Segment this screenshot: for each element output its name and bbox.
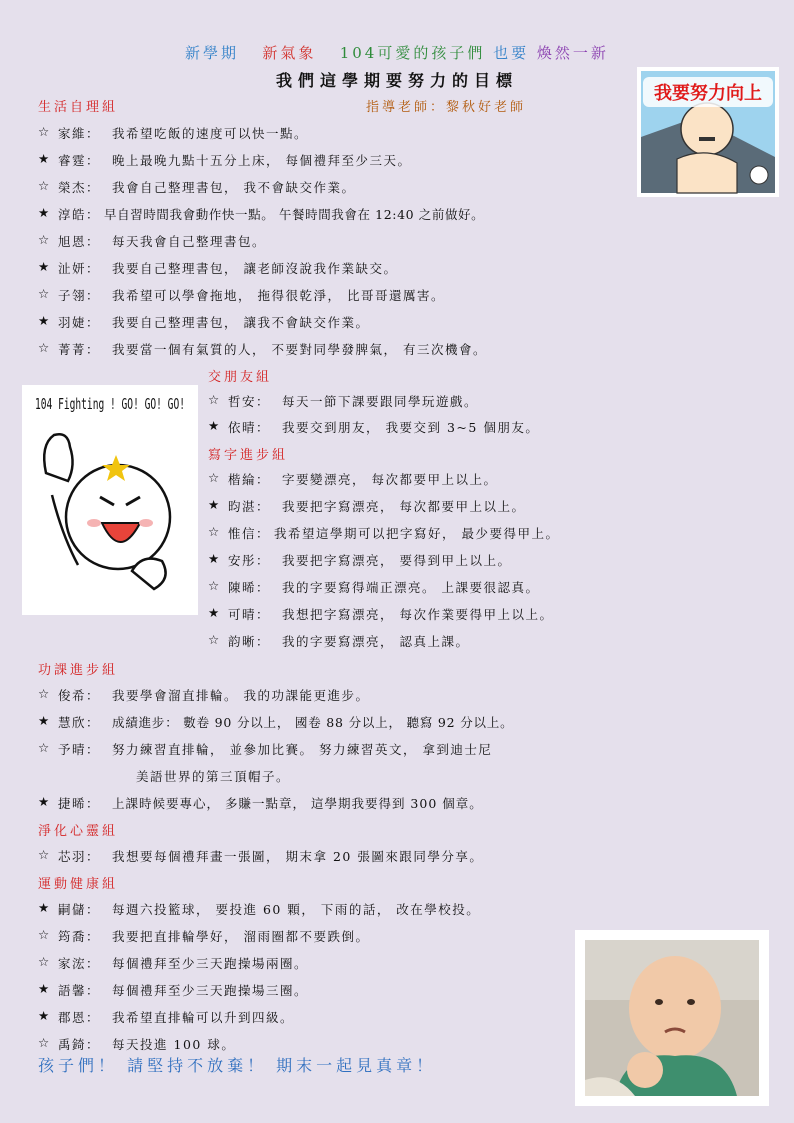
list-item [208, 497, 526, 515]
list-item [38, 900, 480, 918]
star-icon: ★ [208, 497, 221, 512]
student-name: 哲安： [228, 394, 271, 409]
student-name: 語馨： [58, 983, 101, 998]
list-item [38, 981, 308, 999]
student-name: 菁菁： [58, 342, 101, 357]
student-name: 俊希： [58, 688, 101, 703]
star-icon: ★ [38, 151, 51, 166]
star-icon: ☆ [38, 927, 51, 942]
star-icon: ★ [38, 981, 51, 996]
student-name: 禹錡： [58, 1037, 101, 1052]
title-part-renewed: 煥然一新 [536, 44, 609, 62]
list-item [208, 392, 478, 410]
list-item [38, 927, 370, 945]
title-part-class: 104可愛的孩子們 [339, 44, 486, 62]
student-name: 昀湛： [228, 499, 271, 514]
star-icon: ★ [208, 551, 221, 566]
star-icon: ☆ [208, 632, 221, 647]
student-name: 子翎： [58, 288, 101, 303]
list-item [38, 232, 266, 250]
student-goal: 晚上最晚九點十五分上床， 每個禮拜至少三天。 [112, 153, 412, 168]
footer-encouragement: 孩子們！ 請堅持不放棄！ 期末一起見真章！ [38, 1056, 437, 1075]
student-goal: 每個禮拜至少三天跑操場兩圈。 [112, 956, 309, 971]
star-icon: ☆ [38, 286, 51, 301]
student-name: 家浤： [58, 956, 101, 971]
student-goal: 成績進步： 數卷 90 分以上， 國卷 88 分以上， 聽寫 92 分以上。 [112, 715, 514, 730]
list-item [38, 259, 398, 277]
student-goal: 我想把字寫漂亮， 每次作業要得甲上以上。 [282, 607, 554, 622]
star-icon: ☆ [38, 686, 51, 701]
student-goal: 我要自己整理書包， 讓老師沒說我作業缺交。 [112, 261, 398, 276]
student-goal: 努力練習直排輪， 並參加比賽。 努力練習英文， 拿到迪士尼 [112, 742, 493, 757]
student-goal: 每天一節下課要跟同學玩遊戲。 [282, 394, 479, 409]
list-item [38, 124, 308, 142]
list-item [38, 847, 483, 865]
star-icon: ★ [208, 418, 221, 433]
student-name: 韵晰： [228, 634, 271, 649]
list-item [208, 418, 539, 436]
title-part-also: 也要 [493, 44, 530, 62]
group-title-sports: 運動健康組 [38, 877, 119, 892]
student-name: 惟信： [228, 526, 271, 541]
list-item [208, 632, 470, 650]
cartoon-effort-image [637, 67, 779, 197]
star-icon: ★ [38, 313, 51, 328]
star-icon: ★ [38, 1008, 51, 1023]
student-goal: 我要把字寫漂亮， 每次都要甲上以上。 [282, 499, 526, 514]
student-goal: 我希望可以學會拖地， 拖得很乾淨， 比哥哥還厲害。 [112, 288, 445, 303]
list-item-continuation: 美語世界的第三頂帽子。 [136, 769, 291, 784]
student-goal: 我希望直排輪可以升到四級。 [112, 1010, 295, 1025]
list-item [38, 340, 487, 358]
student-goal: 我要學會溜直排輪。 我的功課能更進步。 [112, 688, 370, 703]
star-icon: ☆ [38, 954, 51, 969]
list-item [38, 178, 356, 196]
star-icon: ☆ [208, 392, 221, 407]
list-item [38, 954, 308, 972]
student-name: 可晴： [228, 607, 271, 622]
student-name: 予晴： [58, 742, 101, 757]
student-name: 慧欣： [58, 715, 101, 730]
group-title-writing: 寫字進步組 [208, 448, 289, 463]
student-name: 沚妍： [58, 261, 101, 276]
list-item [38, 286, 445, 304]
student-goal: 每天投進 100 球。 [112, 1037, 236, 1052]
group-title-friends: 交朋友組 [208, 370, 273, 385]
student-goal: 我想要每個禮拜畫一張圖， 期末拿 20 張圖來跟同學分享。 [112, 849, 484, 864]
star-icon: ★ [38, 259, 51, 274]
student-goal: 每天我會自己整理書包。 [112, 234, 267, 249]
list-item [38, 205, 484, 223]
student-name: 睿霆： [58, 153, 101, 168]
student-goal: 字要變漂亮， 每次都要甲上以上。 [282, 472, 498, 487]
star-icon: ★ [208, 605, 221, 620]
student-goal: 我會自己整理書包， 我不會缺交作業。 [112, 180, 356, 195]
list-item [208, 578, 540, 596]
student-goal: 我要自己整理書包， 讓我不會缺交作業。 [112, 315, 370, 330]
star-icon: ☆ [38, 1035, 51, 1050]
star-icon: ☆ [38, 124, 51, 139]
group-title-homework: 功課進步組 [38, 663, 119, 678]
student-name: 榮杰： [58, 180, 101, 195]
svg-text:我要努力向上: 我要努力向上 [654, 83, 762, 104]
student-name: 筠喬： [58, 929, 101, 944]
student-goal: 我要當一個有氣質的人， 不要對同學發脾氣， 有三次機會。 [112, 342, 487, 357]
list-item [38, 740, 492, 758]
student-goal: 早自習時間我會動作快一點。 午餐時間我會在 12:40 之前做好。 [104, 207, 485, 222]
star-icon: ☆ [38, 178, 51, 193]
list-item [208, 470, 498, 488]
student-goal: 每個禮拜至少三天跑操場三圈。 [112, 983, 309, 998]
student-name: 安彤： [228, 553, 271, 568]
fighting-text: 104 Fighting ! GO! GO! GO! [35, 395, 185, 413]
student-name: 依晴： [228, 420, 271, 435]
student-name: 家維： [58, 126, 101, 141]
student-name: 嗣儲： [58, 902, 101, 917]
list-item [38, 313, 370, 331]
list-item [208, 605, 554, 623]
student-goal: 我要交到朋友， 我要交到 3~5 個朋友。 [282, 420, 540, 435]
student-goal: 每週六投籃球， 要投進 60 顆， 下雨的話， 改在學校投。 [112, 902, 481, 917]
list-item [38, 713, 513, 731]
student-goal: 我希望吃飯的速度可以快一點。 [112, 126, 309, 141]
list-item [38, 794, 483, 812]
student-name: 旭恩： [58, 234, 101, 249]
page-subtitle: 我們這學期要努力的目標 [275, 71, 518, 90]
student-name: 陳晞： [228, 580, 271, 595]
banner-text [643, 77, 773, 107]
list-item [208, 551, 512, 569]
student-name: 捷晞： [58, 796, 101, 811]
star-icon: ☆ [208, 524, 221, 539]
teacher-label: 指導老師：黎秋好老師 [366, 100, 527, 115]
list-item [208, 524, 560, 542]
star-icon: ☆ [208, 578, 221, 593]
student-name: 羽婕： [58, 315, 101, 330]
student-goal: 上課時候要專心， 多賺一點章， 這學期我要得到 300 個章。 [112, 796, 483, 811]
student-name: 郡恩： [58, 1010, 101, 1025]
student-name: 楷綸： [228, 472, 271, 487]
star-icon: ★ [38, 205, 51, 220]
star-icon: ★ [38, 794, 51, 809]
student-goal: 我的字要寫漂亮， 認真上課。 [282, 634, 470, 649]
student-name: 淳皓： [58, 207, 101, 222]
star-icon: ☆ [38, 847, 51, 862]
star-icon: ☆ [208, 470, 221, 485]
list-item [38, 151, 412, 169]
title-part-new-semester: 新學期 [185, 44, 240, 62]
success-kid-photo [575, 930, 769, 1106]
star-icon: ☆ [38, 340, 51, 355]
star-icon: ★ [38, 900, 51, 915]
student-goal: 我希望這學期可以把字寫好， 最少要得甲上。 [274, 526, 560, 541]
student-goal: 我要把直排輪學好， 溜雨圈都不要跌倒。 [112, 929, 370, 944]
student-goal: 我的字要寫得端正漂亮。 上課要很認真。 [282, 580, 540, 595]
star-icon: ★ [38, 713, 51, 728]
group-title-spirit: 淨化心靈組 [38, 824, 119, 839]
list-item [38, 686, 370, 704]
list-item [38, 1008, 294, 1026]
fighting-cartoon-image [22, 385, 198, 615]
student-name: 芯羽： [58, 849, 101, 864]
student-goal: 我要把字寫漂亮， 要得到甲上以上。 [282, 553, 512, 568]
group-title-life: 生活自理組 [38, 100, 119, 115]
list-item [38, 1035, 235, 1053]
star-icon: ☆ [38, 740, 51, 755]
star-icon: ☆ [38, 232, 51, 247]
title-part-new-look: 新氣象 [262, 44, 317, 62]
page-title [0, 42, 794, 63]
